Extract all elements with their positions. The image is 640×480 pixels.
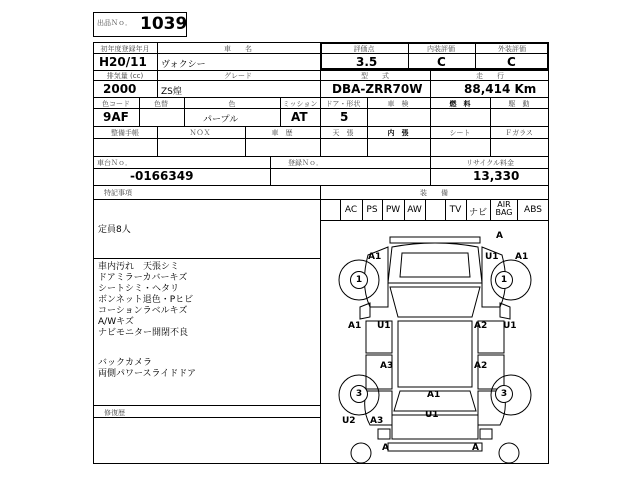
model-code: DBA-ZRR70W	[332, 82, 423, 96]
interior-trim-label: 内 張	[387, 129, 409, 137]
score-label: 評価点	[353, 45, 375, 53]
equip-navi: ナビ	[468, 208, 487, 218]
damage-code: A2	[474, 321, 488, 331]
damage-code: A	[496, 231, 503, 241]
recycle-label: リサイクル料金	[465, 159, 515, 167]
grade-label: グレード	[224, 72, 252, 80]
damage-code: A1	[348, 321, 362, 331]
wheel-front-right: 1	[495, 271, 513, 289]
chassis-label: 車台Ｎｏ．	[97, 159, 132, 167]
damage-code: U1	[425, 410, 439, 420]
chassis-number: -0166349	[130, 169, 194, 183]
damage-code: U1	[503, 321, 517, 331]
transmission: AT	[291, 110, 308, 124]
lot-label: 出品Ｎｏ．	[97, 19, 132, 27]
displacement: 2000	[103, 82, 137, 96]
damage-code: A3	[380, 361, 394, 371]
wheel-rear-right: 3	[495, 385, 513, 403]
equip-ac: AC	[344, 205, 358, 215]
damage-notes: 車内汚れ 天張シミ ドアミラーカバーキズ シートシミ・ヘタリ ボンネット退色・Pヒビ コーションラベルキズ A/Wキズ ナビモニター開閉不良	[98, 262, 194, 338]
damage-code: A1	[368, 252, 382, 262]
equip-airbag: AIR BAG	[495, 200, 513, 217]
wheel-front-left: 1	[350, 271, 368, 289]
equip-aw: AW	[407, 205, 422, 215]
equip-abs: ABS	[524, 205, 542, 215]
damage-code: A1	[515, 252, 529, 262]
damage-code: U2	[342, 416, 356, 426]
model-label: 型 式	[361, 72, 389, 80]
remarks-label: 特記事項	[104, 189, 132, 197]
interior-grade-label: 内装評価	[427, 45, 455, 53]
seating-capacity: 定員8人	[98, 225, 131, 235]
seat-label: シート	[449, 129, 471, 137]
wheel-rear-left: 3	[350, 385, 368, 403]
lot-number: 1039	[140, 14, 188, 34]
exterior-grade-label: 外装評価	[498, 45, 526, 53]
color-name: パープル	[203, 115, 239, 125]
equip-tv: TV	[449, 205, 462, 215]
option-notes: バックカメラ 両側パワースライドドア	[98, 358, 197, 379]
damage-code: U1	[485, 252, 499, 262]
interior-grade: C	[437, 55, 446, 69]
nox-label: ＮＯＸ	[189, 129, 211, 137]
repair-history-label: 修復歴	[104, 409, 125, 417]
year-label: 初年度登録年月	[100, 45, 150, 53]
fuel-label: 燃 料	[449, 100, 471, 108]
equipment-label: 装 備	[420, 189, 448, 197]
repaint-label: 色替	[154, 100, 168, 108]
damage-code: U1	[377, 321, 391, 331]
color-code: 9AF	[103, 110, 129, 124]
color-code-label: 色コード	[102, 100, 130, 108]
cc-label: 排気量 (cc)	[106, 72, 144, 80]
equip-pw: PW	[385, 205, 401, 215]
door-count: 5	[340, 110, 349, 124]
doors-label: ドア・形状	[325, 100, 361, 108]
registration-label: 登録Ｎｏ．	[288, 159, 323, 167]
history-label: 車 歴	[271, 129, 293, 137]
maintenance-label: 整備手帳	[111, 129, 139, 137]
inspection-label: 車 検	[387, 100, 409, 108]
damage-code: A1	[427, 390, 441, 400]
damage-code: A	[472, 443, 479, 453]
drive-label: 駆 動	[508, 100, 530, 108]
roof-lining-label: 天 張	[332, 129, 354, 137]
equip-ps: PS	[366, 205, 378, 215]
recycle-fee: 13,330	[473, 169, 520, 183]
front-glass-label: Ｆガラス	[505, 129, 533, 137]
grade: ZS煌	[161, 87, 182, 97]
score-value: 3.5	[356, 55, 378, 69]
exterior-grade: C	[507, 55, 516, 69]
mission-label: ミッション	[282, 100, 318, 108]
car-diagram	[330, 225, 540, 463]
damage-code: A3	[370, 416, 384, 426]
car-name: ヴォクシー	[161, 60, 206, 70]
first-registration: H20/11	[99, 55, 147, 69]
car-name-label: 車 名	[224, 45, 252, 53]
color-label: 色	[228, 100, 236, 108]
mileage: 88,414 Km	[464, 82, 537, 96]
mileage-label: 走 行	[476, 72, 504, 80]
damage-code: A	[382, 443, 389, 453]
damage-code: A2	[474, 361, 488, 371]
